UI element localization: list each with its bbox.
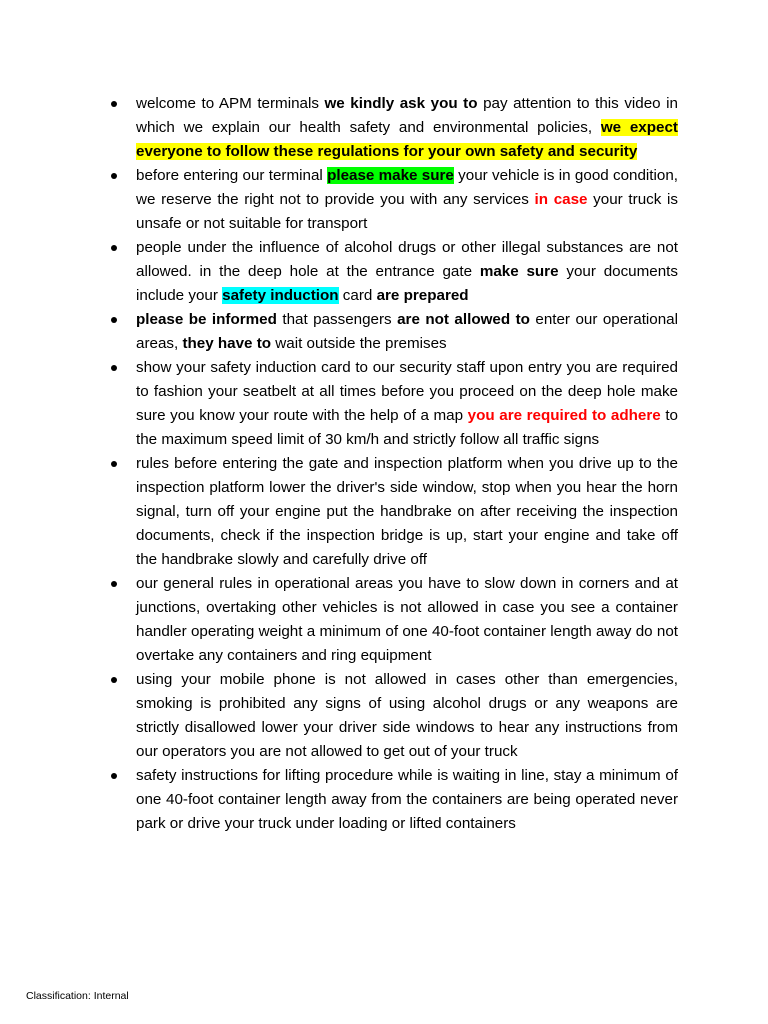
bullet-text-red: in case <box>534 191 588 208</box>
bullet-text: that passengers <box>276 311 398 328</box>
bullet-text: to the maximum speed limit of 30 km/h and strictly follow all traffic signs <box>136 407 678 448</box>
bullet-item <box>106 92 678 164</box>
bullet-item <box>106 452 678 572</box>
bullet-text-bold: they have to <box>182 335 272 352</box>
bullet-text: pay attention to this video in which we explain our health safety and environmental policies, <box>136 95 679 136</box>
bullet-text: your documents include your <box>136 263 678 304</box>
bullet-text-bold: we kindly ask you to <box>324 95 478 112</box>
bullet-text: your vehicle is in good condition, we reserve the right not to provide you with any services <box>136 167 679 208</box>
bullet-item <box>106 572 678 668</box>
bullet-text-highlight-green: please make sure <box>327 167 454 184</box>
bullet-dot-icon <box>111 317 117 323</box>
bullet-text: before entering our terminal <box>136 167 328 184</box>
bullet-text-bold: are prepared <box>376 287 469 304</box>
classification-footer: Classification: Internal <box>26 990 129 1002</box>
bullet-text-bold: please be informed <box>136 311 277 328</box>
bullet-text: safety instructions for lifting procedure while is waiting in line, stay a minimum of one 40-foot container length away from the containers are being operated never park or drive your truck under loading or lifted containers <box>136 767 678 832</box>
bullet-dot-icon <box>111 461 117 467</box>
bullet-dot-icon <box>111 581 117 587</box>
bullet-text: card <box>338 287 377 304</box>
bullet-dot-icon <box>111 245 117 251</box>
bullet-text: your truck is unsafe or not suitable for transport <box>136 191 678 232</box>
bullet-dot-icon <box>111 365 117 371</box>
bullet-dot-icon <box>111 173 117 179</box>
bullet-text-red: you are required to adhere <box>467 407 661 424</box>
bullet-text: wait outside the premises <box>271 335 447 352</box>
bullet-dot-icon <box>111 101 117 107</box>
bullet-item <box>106 356 678 452</box>
bullet-text-bold: are not allowed to <box>397 311 530 328</box>
bullet-item <box>106 764 678 836</box>
bullet-text-highlight-cyan: safety induction <box>222 287 339 304</box>
bullet-item <box>106 236 678 308</box>
bullet-item <box>106 164 678 236</box>
bullet-text: welcome to APM terminals <box>136 95 325 112</box>
bullet-dot-icon <box>111 773 117 779</box>
bullet-text: using your mobile phone is not allowed in cases other than emergencies, smoking is prohibited any signs of using alcohol drugs or any weapons are strictly disallowed lower your driver side windows to hear any instructions from our operators you are not allowed to get out of your truck <box>136 671 678 760</box>
bullet-text: enter our operational areas, <box>136 311 678 352</box>
bullet-text: rules before entering the gate and inspection platform when you drive up to the inspection platform lower the driver's side window, stop when you hear the horn signal, turn off your engine put the handbrake on after receiving the inspection documents, check if the inspection bridge is up, start your engine and take off the handbrake slowly and carefully drive off <box>136 455 678 568</box>
bullet-text-highlight-yellow: we expect everyone to follow these regulations for your own safety and security <box>136 119 678 160</box>
bullet-item <box>106 668 678 764</box>
bullet-list <box>106 92 678 836</box>
bullet-item <box>106 308 678 356</box>
bullet-text-bold: make sure <box>479 263 559 280</box>
bullet-text: people under the influence of alcohol drugs or other illegal substances are not allowed. in the deep hole at the entrance gate <box>136 239 678 280</box>
bullet-text: our general rules in operational areas you have to slow down in corners and at junctions, overtaking other vehicles is not allowed in case you see a container handler operating weight a minimum of one 40-foot container length away do not overtake any containers and ring equipment <box>136 575 678 664</box>
bullet-text: show your safety induction card to our security staff upon entry you are required to fashion your seatbelt at all times before you proceed on the deep hole make sure you know your route with the help of a map <box>136 359 678 424</box>
bullet-dot-icon <box>111 677 117 683</box>
